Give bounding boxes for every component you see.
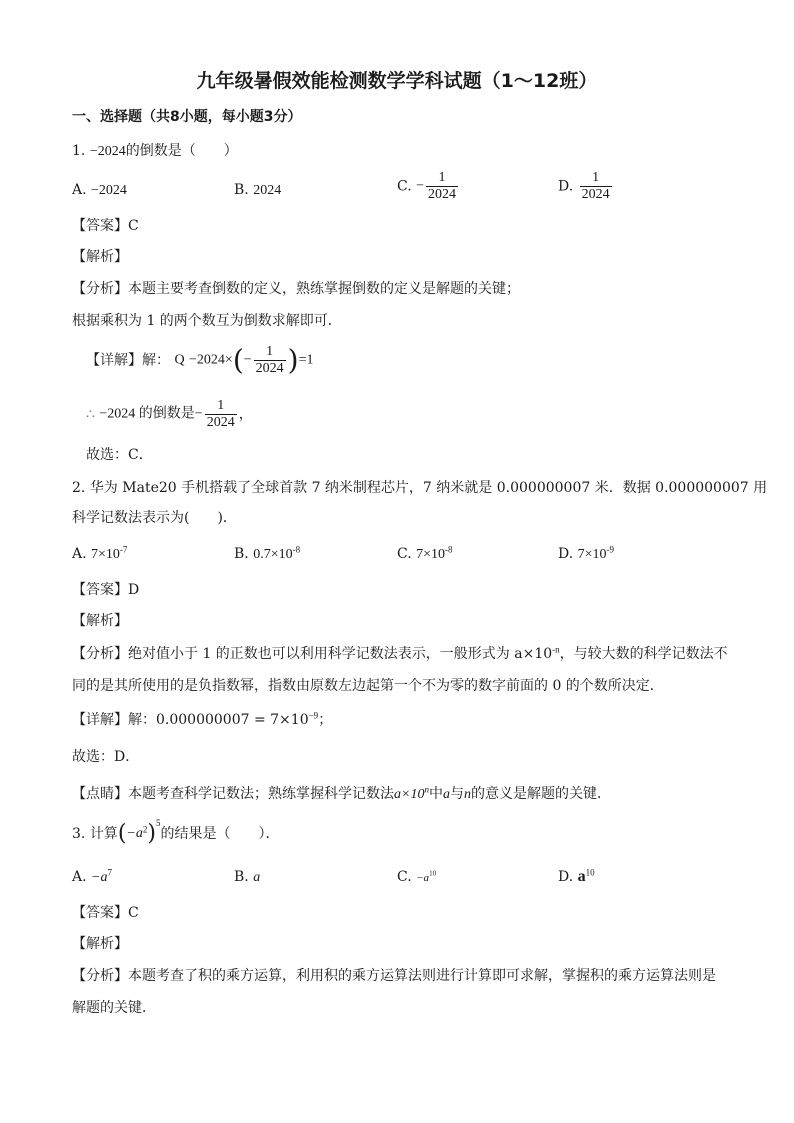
left-paren: ( [232, 343, 244, 377]
option-label: B. [234, 546, 249, 562]
section-heading: 一、选择题（共8小题，每小题3分） [72, 109, 302, 125]
q3-option-c[interactable] [397, 868, 436, 887]
math-expression: −2024× [189, 352, 233, 368]
q3-analysis: 【分析】本题考查了积的乘方运算，利用积的乘方运算法则进行计算即可求解，掌握积的乘方运算法则是 [72, 968, 716, 984]
question-2-stem [72, 479, 767, 497]
numerator: 1 [217, 398, 225, 413]
q2-detail [72, 711, 332, 729]
exponent: -n [552, 644, 560, 655]
q3-option-d[interactable] [558, 868, 595, 886]
q3-option-a[interactable] [72, 868, 112, 887]
fraction [205, 398, 237, 431]
q2-analysis [72, 645, 728, 663]
option-label: B. [234, 182, 249, 198]
exponent: 7 [107, 867, 112, 878]
math-expression: =1 [298, 352, 314, 368]
page-title: 九年级暑假效能检测数学学科试题（1～12班） [196, 70, 598, 92]
denominator: 2024 [206, 415, 235, 430]
minus-sign: − [416, 178, 425, 194]
question-1-stem [72, 142, 238, 161]
question-2-stem-cont: 科学记数法表示为( )． [72, 510, 237, 526]
analysis-text: 【分析】绝对值小于 1 的正数也可以利用科学记数法表示，一般形式为 a×10 [72, 646, 553, 662]
numerator: 1 [266, 344, 274, 359]
q1-conclusion [86, 398, 253, 431]
q1-option-c[interactable] [397, 170, 460, 203]
detail-label: 【详解】解： [86, 352, 170, 369]
q1-analysis-2: 根据乘积为 1 的两个数互为倒数求解即可． [72, 313, 342, 329]
q3-analysis-2: 解题的关键． [72, 1000, 156, 1016]
q2-analysis-heading: 【解析】 [72, 613, 128, 629]
q2-remark [72, 785, 611, 804]
option-label: A. [72, 869, 87, 885]
exponent: −9 [308, 710, 319, 721]
question-number: 3. [72, 826, 86, 842]
q1-option-b[interactable] [234, 181, 281, 200]
option-value: −a [91, 870, 108, 885]
question-text: 的倒数是（ ） [125, 143, 238, 159]
option-value: 7×10 [416, 547, 446, 562]
q3-answer: 【答案】C [72, 905, 139, 921]
exponent: n [424, 784, 429, 795]
exponent: 5 [155, 818, 161, 828]
option-value: 7×10 [577, 547, 607, 562]
exponent: -9 [606, 544, 615, 555]
punctuation: ， [238, 406, 253, 423]
remark-text: 的意义是解题的关键． [470, 786, 611, 802]
minus-sign: − [194, 406, 203, 422]
q1-analysis-heading: 【解析】 [72, 249, 128, 265]
left-paren: ( [117, 821, 127, 846]
question-text: 华为 Mate20 手机搭载了全球首款 7 纳米制程芯片，7 纳米就是 0.000000007 米．数据 0.000000007 用 [89, 480, 768, 496]
q2-option-c[interactable] [397, 545, 453, 564]
question-3-stem [72, 818, 280, 846]
q1-option-d[interactable] [558, 170, 614, 203]
denominator: 2024 [428, 187, 457, 202]
q3-analysis-heading: 【解析】 [72, 936, 128, 952]
fraction [580, 170, 612, 203]
denominator: 2024 [255, 361, 284, 376]
q2-option-d[interactable] [558, 545, 614, 564]
q2-option-b[interactable] [234, 545, 300, 564]
math-expression: −2024 的倒数是 [99, 406, 195, 422]
because-symbol: Q [174, 352, 185, 368]
detail-text: 【详解】解：0.000000007 = 7×10 [72, 712, 309, 728]
math-expression: −2024 [89, 144, 126, 159]
option-label: D. [558, 178, 574, 195]
remark-text: 与 [449, 786, 464, 802]
q3-option-b[interactable] [234, 868, 260, 887]
question-number: 2. [72, 480, 86, 496]
q2-analysis-2: 同的是其所使用的是负指数幂，指数由原数左边起第一个不为零的数字前面的 0 的个数所决定． [72, 678, 664, 694]
option-label: C. [397, 869, 412, 885]
math-expression: −a [126, 826, 143, 841]
option-value: a [253, 870, 261, 885]
option-value: −a [416, 872, 430, 884]
question-number: 1. [72, 143, 86, 159]
minus-sign: − [243, 352, 252, 368]
remark-text: 【点睛】本题考查科学记数法；熟练掌握科学记数法 [72, 786, 394, 802]
math-variable: n [463, 787, 471, 802]
right-paren: ) [287, 343, 299, 377]
q1-detail [86, 344, 314, 377]
question-text: 的结果是（ ）． [160, 826, 280, 842]
remark-text: 中 [428, 786, 443, 802]
numerator: 1 [592, 170, 600, 185]
analysis-text: ，与较大数的科学记数法不 [559, 646, 728, 662]
fraction [426, 170, 458, 203]
q2-option-a[interactable] [72, 545, 127, 564]
option-value: 7×10 [91, 547, 120, 562]
option-label: A. [72, 546, 87, 562]
q2-answer: 【答案】D [72, 582, 140, 598]
exponent: -8 [292, 544, 301, 555]
therefore-symbol: ∴ [86, 406, 95, 423]
question-text: 计算 [89, 826, 118, 842]
exponent: -8 [445, 544, 453, 555]
option-value: −2024 [91, 183, 127, 198]
option-label: D. [558, 869, 574, 885]
exponent: 10 [585, 867, 595, 878]
math-variable: a [442, 787, 450, 802]
q2-choice: 故选：D． [72, 749, 140, 765]
right-paren: ) [147, 821, 156, 846]
option-value: a [577, 868, 586, 885]
exponent: 10 [429, 869, 437, 878]
q1-analysis: 【分析】本题主要考查倒数的定义，熟练掌握倒数的定义是解题的关键； [72, 281, 520, 297]
q1-answer: 【答案】C [72, 218, 139, 234]
q1-option-a[interactable] [72, 181, 127, 200]
exponent: -7 [119, 544, 128, 555]
option-label: B. [234, 869, 249, 885]
option-value: 0.7×10 [253, 547, 293, 562]
q1-choice: 故选：C． [86, 447, 153, 463]
punctuation: ； [318, 712, 333, 728]
option-value: 2024 [253, 183, 282, 198]
option-label: C. [397, 546, 412, 562]
math-expression: a×10 [394, 787, 425, 802]
exponent: 2 [142, 824, 148, 835]
fraction [254, 344, 286, 377]
denominator: 2024 [581, 187, 610, 202]
option-label: D. [558, 546, 574, 562]
option-label: A. [72, 182, 87, 198]
option-label: C. [397, 178, 412, 195]
numerator: 1 [438, 170, 446, 185]
